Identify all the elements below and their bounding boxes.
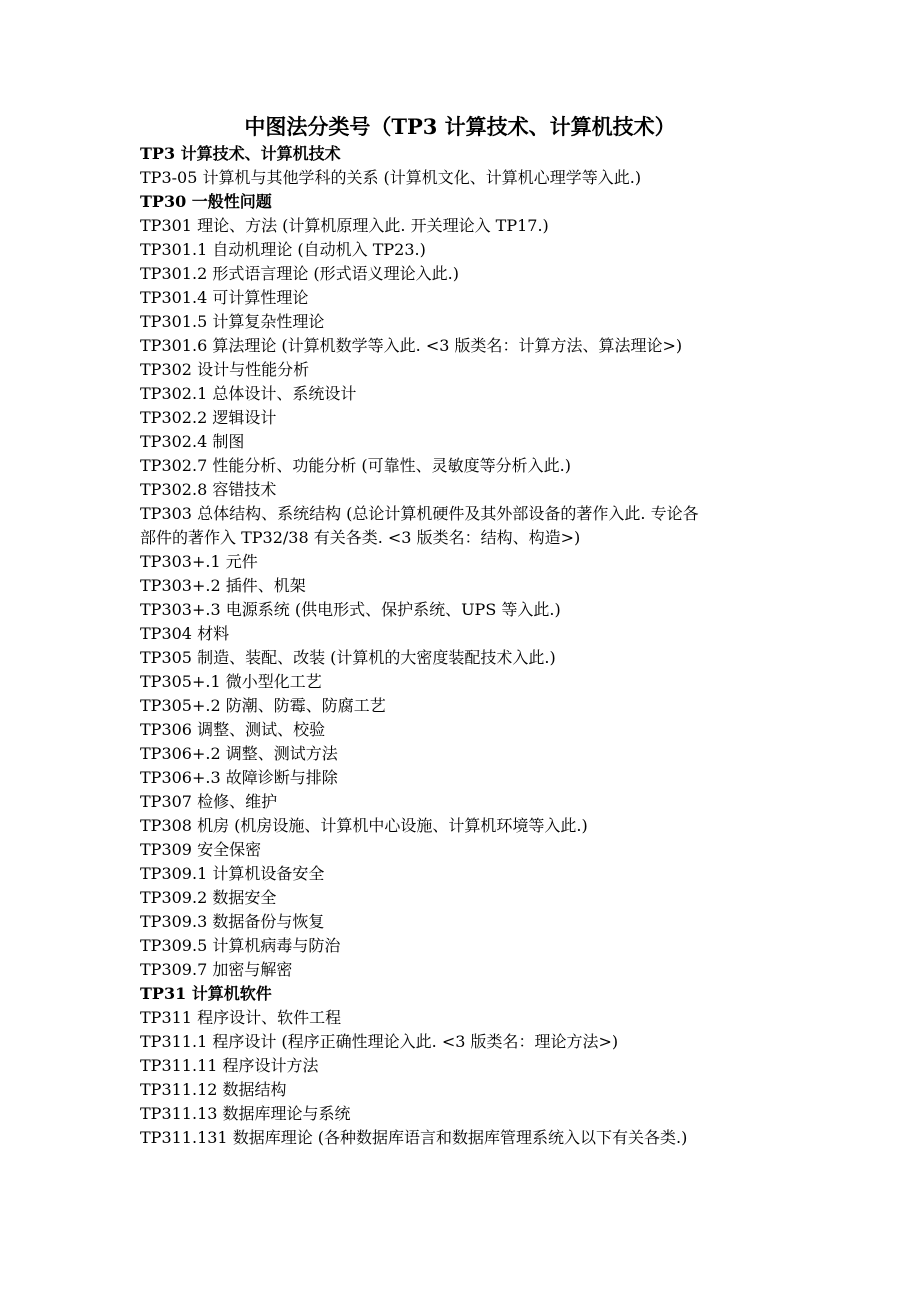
entry-text: TP3 计算技术、计算机技术 — [140, 144, 341, 163]
classification-entry — [140, 862, 800, 886]
entry-text: TP301.6 算法理论 (计算机数学等入此. <3 版类名：计算方法、算法理论>) — [140, 336, 683, 355]
classification-entry — [140, 838, 800, 862]
entry-text: TP303+.3 电源系统 (供电形式、保护系统、UPS 等入此.) — [140, 600, 561, 619]
classification-entry — [140, 910, 800, 934]
entry-text: TP302.4 制图 — [140, 432, 245, 451]
entry-text: TP306+.3 故障诊断与排除 — [140, 768, 338, 787]
classification-entry — [140, 262, 800, 286]
entry-text: TP309 安全保密 — [140, 840, 262, 859]
entry-text: TP302.7 性能分析、功能分析 (可靠性、灵敏度等分析入此.) — [140, 456, 571, 475]
section-heading — [140, 142, 800, 166]
classification-entry — [140, 958, 800, 982]
classification-entry — [140, 718, 800, 742]
document-title: 中图法分类号（TP3 计算技术、计算机技术） — [244, 114, 676, 139]
entry-text: TP31 计算机软件 — [140, 984, 272, 1003]
classification-entry — [140, 646, 800, 670]
entry-text: TP311.11 程序设计方法 — [140, 1056, 319, 1075]
classification-entry — [140, 502, 800, 550]
entry-text: TP303 总体结构、系统结构 (总论计算机硬件及其外部设备的著作入此. 专论各 — [140, 504, 699, 523]
classification-entry — [140, 214, 800, 238]
classification-entry — [140, 550, 800, 574]
entry-text: TP303+.1 元件 — [140, 552, 258, 571]
classification-entry — [140, 334, 800, 358]
section-heading — [140, 982, 800, 1006]
entry-text: TP305 制造、装配、改装 (计算机的大密度装配技术入此.) — [140, 648, 556, 667]
classification-entry — [140, 430, 800, 454]
entry-text: TP311.131 数据库理论 (各种数据库语言和数据库管理系统入以下有关各类.) — [140, 1128, 688, 1147]
entry-text: TP3-05 计算机与其他学科的关系 (计算机文化、计算机心理学等入此.) — [140, 168, 642, 187]
classification-entry — [140, 1006, 800, 1030]
classification-entry — [140, 886, 800, 910]
classification-entry — [140, 238, 800, 262]
classification-entry — [140, 310, 800, 334]
entry-text: TP304 材料 — [140, 624, 230, 643]
entry-text: TP305+.1 微小型化工艺 — [140, 672, 322, 691]
entry-text: TP311.13 数据库理论与系统 — [140, 1104, 351, 1123]
entry-text: TP311 程序设计、软件工程 — [140, 1008, 342, 1027]
classification-entry — [140, 1078, 800, 1102]
classification-entry — [140, 406, 800, 430]
classification-entry — [140, 622, 800, 646]
entry-text: TP302 设计与性能分析 — [140, 360, 310, 379]
entry-text: TP309.5 计算机病毒与防治 — [140, 936, 341, 955]
entry-text: TP301.5 计算复杂性理论 — [140, 312, 325, 331]
entry-text: TP305+.2 防潮、防霉、防腐工艺 — [140, 696, 386, 715]
classification-entry — [140, 598, 800, 622]
classification-entry — [140, 766, 800, 790]
classification-entry — [140, 814, 800, 838]
classification-entry — [140, 166, 800, 190]
entry-text: TP302.8 容错技术 — [140, 480, 277, 499]
entry-text: TP307 检修、维护 — [140, 792, 278, 811]
entry-text: TP301 理论、方法 (计算机原理入此. 开关理论入 TP17.) — [140, 216, 549, 235]
entry-text: TP311.1 程序设计 (程序正确性理论入此. <3 版类名：理论方法>) — [140, 1032, 619, 1051]
entry-text: TP309.2 数据安全 — [140, 888, 277, 907]
entry-text: TP309.1 计算机设备安全 — [140, 864, 325, 883]
entry-text-continuation: 部件的著作入 TP32/38 有关各类. <3 版类名：结构、构造>) — [140, 528, 581, 547]
entry-text: TP308 机房 (机房设施、计算机中心设施、计算机环境等入此.) — [140, 816, 588, 835]
entry-text: TP302.1 总体设计、系统设计 — [140, 384, 357, 403]
entry-text: TP302.2 逻辑设计 — [140, 408, 277, 427]
classification-entry — [140, 1102, 800, 1126]
classification-entry — [140, 574, 800, 598]
document-body — [140, 142, 800, 1150]
entry-text: TP301.4 可计算性理论 — [140, 288, 309, 307]
entry-text: TP301.1 自动机理论 (自动机入 TP23.) — [140, 240, 426, 259]
classification-entry — [140, 670, 800, 694]
classification-entry — [140, 742, 800, 766]
entry-text: TP311.12 数据结构 — [140, 1080, 287, 1099]
entry-text: TP301.2 形式语言理论 (形式语义理论入此.) — [140, 264, 459, 283]
classification-entry — [140, 790, 800, 814]
entry-text: TP30 一般性问题 — [140, 192, 272, 211]
classification-entry — [140, 358, 800, 382]
entry-text: TP309.3 数据备份与恢复 — [140, 912, 325, 931]
entry-text: TP309.7 加密与解密 — [140, 960, 293, 979]
classification-entry — [140, 934, 800, 958]
entry-text: TP306+.2 调整、测试方法 — [140, 744, 338, 763]
classification-entry — [140, 694, 800, 718]
classification-entry — [140, 382, 800, 406]
classification-entry — [140, 478, 800, 502]
classification-entry — [140, 286, 800, 310]
section-heading — [140, 190, 800, 214]
classification-entry — [140, 1126, 800, 1150]
classification-entry — [140, 1054, 800, 1078]
classification-entry — [140, 1030, 800, 1054]
entry-text: TP306 调整、测试、校验 — [140, 720, 326, 739]
classification-entry — [140, 454, 800, 478]
entry-text: TP303+.2 插件、机架 — [140, 576, 306, 595]
